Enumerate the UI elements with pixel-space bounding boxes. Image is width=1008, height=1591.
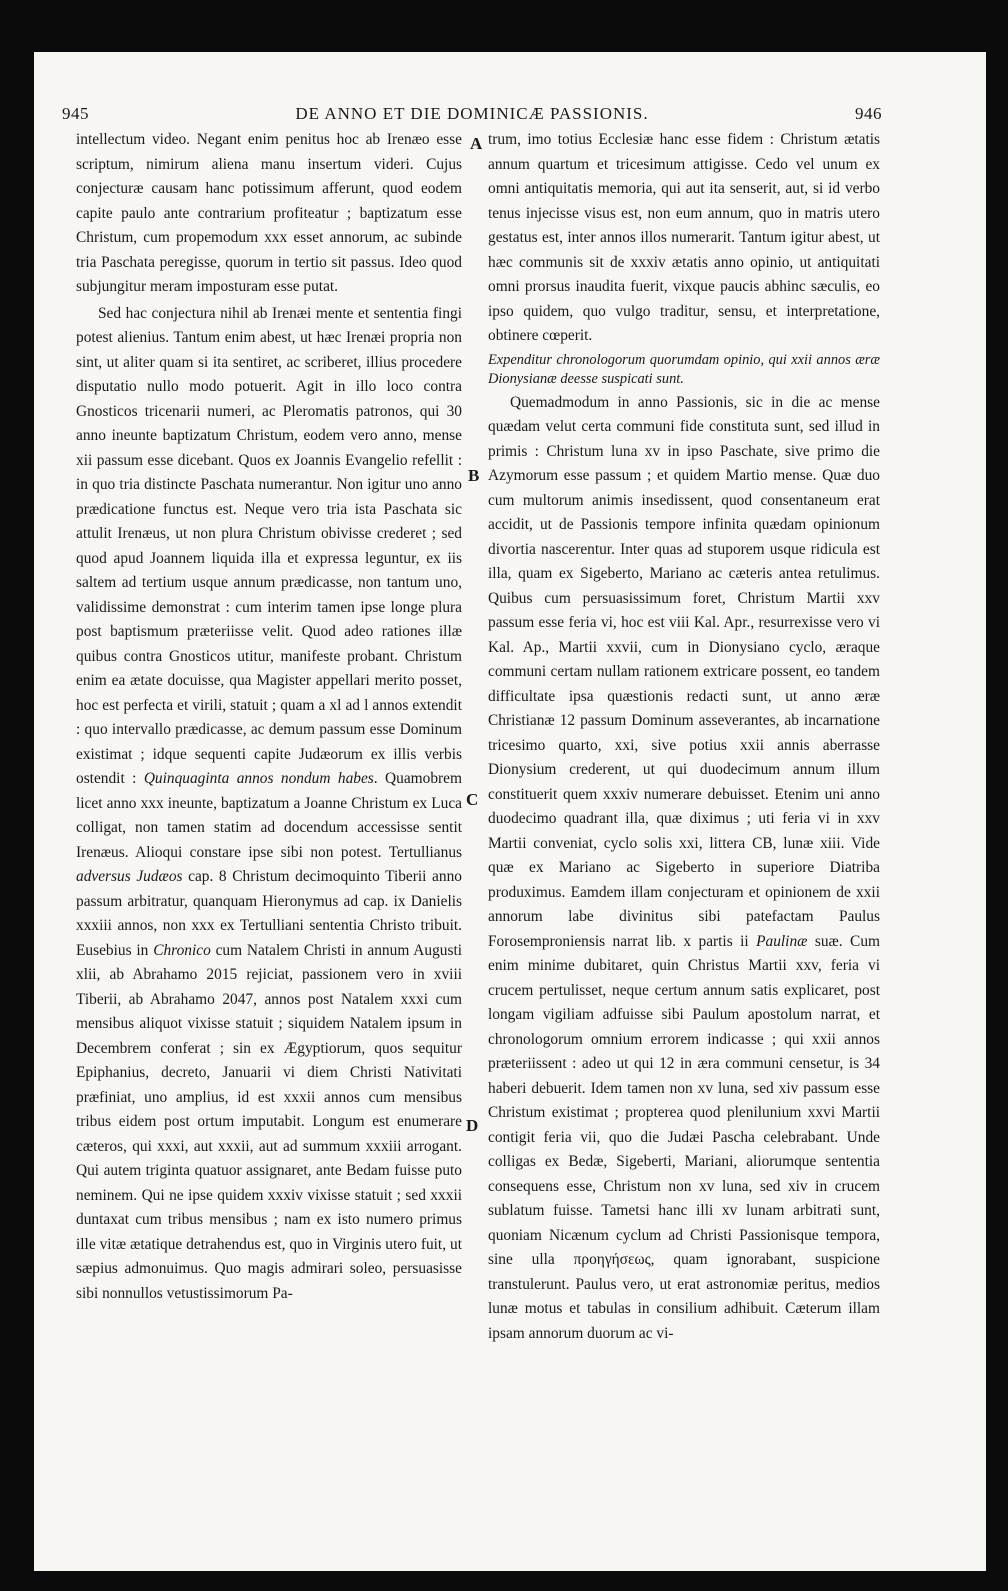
margin-letter-b: B bbox=[468, 466, 480, 485]
left-p2-text-a: Sed hac conjectura nihil ab Irenæi mente et sententia fingi potest alienius. Tantum enim abest, ut hæc Irenæi propria non sint, ut aliter quam si ita sentiret, ac scriberet, illius procedere disputatio nullo modo potuerit. Agit in illo loco contra Gnosticos tricenarii numeri, ac Pleromatis patronos, qui 30 anno ineunte baptizatum Christum, eodem vero anno, mense xii passum esse dicebant. Quos ex Joannis Evangelio refellit : in quo tria distincte Paschata numerantur. Non igitur uno anno prædicatione functus est. Neque vero tria ista Paschata sic attulit Irenæus, ut non plura Christum obivisse crederet ; sed quod apud Joannem liquida illa et expressa leguntur, ex iis saltem ad tertium usque annum prædicasse, non tantum uno, validissime demonstrat : cum interim tamen ipse longe plura post baptismum præteriisse velit. Quod adeo rationes illæ quibus contra Gnosticos utitur, manifeste probant. Christum enim ea ætate docuisse, qua Magister appellari merito posset, hoc est perfecta et virili, statuit ; quam a xl ad l annos extendit : quo intervallo prædicasse, ac demum passum esse Dominum existimat ; idque sequenti capite Judæorum ex illis verbis ostendit : bbox=[76, 304, 462, 787]
scan-border-left bbox=[0, 0, 34, 1591]
running-head bbox=[62, 104, 882, 126]
left-p2-work-title-1: adversus Judæos bbox=[76, 868, 183, 885]
right-column bbox=[488, 128, 880, 1346]
scan-border-bottom bbox=[0, 1571, 1008, 1591]
left-paragraph-2 bbox=[76, 302, 462, 1307]
left-column bbox=[76, 128, 462, 1306]
left-p2-text-b: . Quamobrem licet anno xxx ineunte, baptizatum a Joanne Christum ex Luca colligat, non tamen statim ad docendum accessisse sentit Irenæus. Alioqui constare ipse sibi non potest. Tertullianus bbox=[76, 770, 462, 861]
left-p2-text-c: cap. 8 Christum decimoquinto Tiberii anno passum arbitratur, quanquam Hieronymus ad cap. ix Danielis xxxiii annos, non xxx ex Tertulliani sententia Christo tribuit. Eusebius in bbox=[76, 868, 462, 959]
right-p2-work-title: Paulinæ bbox=[756, 932, 808, 950]
margin-letter-a: A bbox=[470, 134, 483, 153]
right-paragraph-1: trum, imo totius Ecclesiæ hanc esse fidem : Christum ætatis annum quartum et tricesimum attigisse. Cedo vel unum ex omni antiquitatis memoria, qui aut ita senserit, aut, si id verbo tenus injecisse visus est, non eum annum, quo in matris utero gestatus est, inter annos illos numerarit. Tantum igitur abest, ut hæc communis sit de xxxiv ætatis anno opinio, ut antiquitati omni prorsus inaudita fuerit, vixque paucis abhinc sæculis, eo ipso quidem, quo vulgo traditur, sensu, et interpretatione, obtinere cœperit. bbox=[488, 131, 880, 344]
left-p2-quote: Quinquaginta annos nondum habes bbox=[143, 770, 374, 787]
scan-border-top bbox=[0, 0, 1008, 52]
scan-border-right bbox=[986, 0, 1008, 1591]
page-title: DE ANNO ET DIE DOMINICÆ PASSIONIS. bbox=[295, 104, 649, 123]
left-p2-work-title-2: Chronico bbox=[153, 941, 211, 959]
page-number-left: 945 bbox=[62, 104, 89, 123]
page-number-right: 946 bbox=[855, 104, 882, 123]
right-p2-text-b: suæ. Cum enim minime dubitaret, quin Christus Martii xxv, feria vi crucem pertulisset, neque certum annum satis explicaret, post longam vigiliam adfuisse sibi Paulum apostolum narrat, et chronologorum omnium errorem indicasse ; qui xxii annos præteriissent : adeo ut qui 12 in æra communi censetur, is 34 haberi debuerit. Idem tamen non xv luna, sed xiv passum esse Christum existimat ; propterea quod plenilunium xxvi Martii contigit feria vii, quo die Judæi Pascha celebrabant. Unde colligas ex Bedæ, Sigeberti, Mariani, aliorumque sententia consequens esse, Christum non xv luna, sed xiv in crucem sublatum fuisse. Tametsi hanc illi xv lunam arbitrati sunt, quoniam Nicænum cyclum ad Christi Passionisque tempora, sine ulla προηγήσεως, quam ignorabant, suspicione transtulerunt. Paulus vero, ut erat astronomiæ peritus, medios lunæ motus et tabulas in consilium adhibuit. Cæterum illam ipsam annorum duorum ac vi- bbox=[488, 932, 880, 1342]
right-paragraph-2 bbox=[488, 391, 880, 1347]
margin-letter-c: C bbox=[466, 790, 479, 809]
left-paragraph-1: intellectum video. Negant enim penitus hoc ab Irenæo esse scriptum, nimirum aliena manu insertum videri. Cujus conjecturæ causam hanc potissimum afferunt, quod eodem capite paulo ante contrarium profiteatur ; baptizatum esse Christum, cum propemodum xxx esset annorum, ac subinde tria Paschata peregisse, quorum in tertio sit passus. Ideo quod subjungitur meram imposturam esse putat. bbox=[76, 131, 462, 295]
section-heading: Expenditur chronologorum quorumdam opinio, qui xxii annos æræ Dionysianæ deesse suspicati sunt. bbox=[488, 351, 880, 387]
right-p2-text-a: Quemadmodum in anno Passionis, sic in die ac mense quædam velut certa communi fide constituta sunt, sed illud in primis : Christum luna xv in ipso Paschate, sive primo die Azymorum esse passum ; et quidem Martio mense. Quæ duo cum multorum animis insedissent, quod consentaneum erat accidit, ut de Passionis tempore infinita quædam opinionum divortia nascerentur. Inter quas ad stuporem usque ridicula est illa, quam ex Sigeberto, Mariano ac cæteris antea retulimus. Quibus cum persuasissimum foret, Christum Martii xxv passum esse feria vi, hoc est viii Kal. Apr., resurrexisse vero vi Kal. Ap., Martii xxvii, cum in Dionysiano cyclo, æraque communi certam nullam rationem extricare possent, eo tandem difficultate ipsa quæstionis redacti sunt, ut anno æræ Christianæ 12 passum Dominum asseverantes, ab incarnatione tricesimo quarto, xxi, sive potius xxii annis aberrasse Dionysium crederent, ut qui duodecimum annum illum constituerit quem xxxiv numerare debuisset. Etenim uni anno duodecimo quadrant illa, quæ diximus ; uti feria vi in xxv Martii conveniat, cyclo solis xxi, littera CB, lunæ xiii. Vide quæ ex Mariano ac Sigeberto in superiore Diatriba produximus. Eamdem illam conjecturam et opinionem de xxii annorum labe divinitus sibi patefactam Paulus Forosemproniensis narrat lib. x partis ii bbox=[488, 393, 880, 950]
left-p2-text-d: cum Natalem Christi in annum Augusti xlii, ab Abrahamo 2015 rejiciat, passionem vero in xviii Tiberii, ab Abrahamo 2047, annos post Natalem xxxi cum mensibus aliquot vixisse statuit ; siquidem Natalem ipsum in Decembrem conferat ; sin ex Ægyptiorum, quos sequitur Epiphanius, decreto, Januarii vi diem Christi Nativitati præfiniat, uno amplius, id est xxxii annos cum mensibus tribus eidem post ortum imputabit. Longum est enumerare cæteros, qui xxxi, aut xxxii, aut ad summum xxxiii arrogant. Qui autem triginta quatuor assignaret, ante Bedam fuisse puto neminem. Qui ne ipse quidem xxxiv vixisse statuit ; sed xxxii duntaxat cum tribus mensibus ; nam ex isto numero primus ille vitæ ætatique detrahendus est, quo in Virginis utero fuit, ut sæpius admonuimus. Quo magis admirari soleo, persuasisse sibi nonnullos vetustissimorum Pa- bbox=[76, 941, 462, 1302]
margin-letter-d: D bbox=[466, 1116, 479, 1135]
